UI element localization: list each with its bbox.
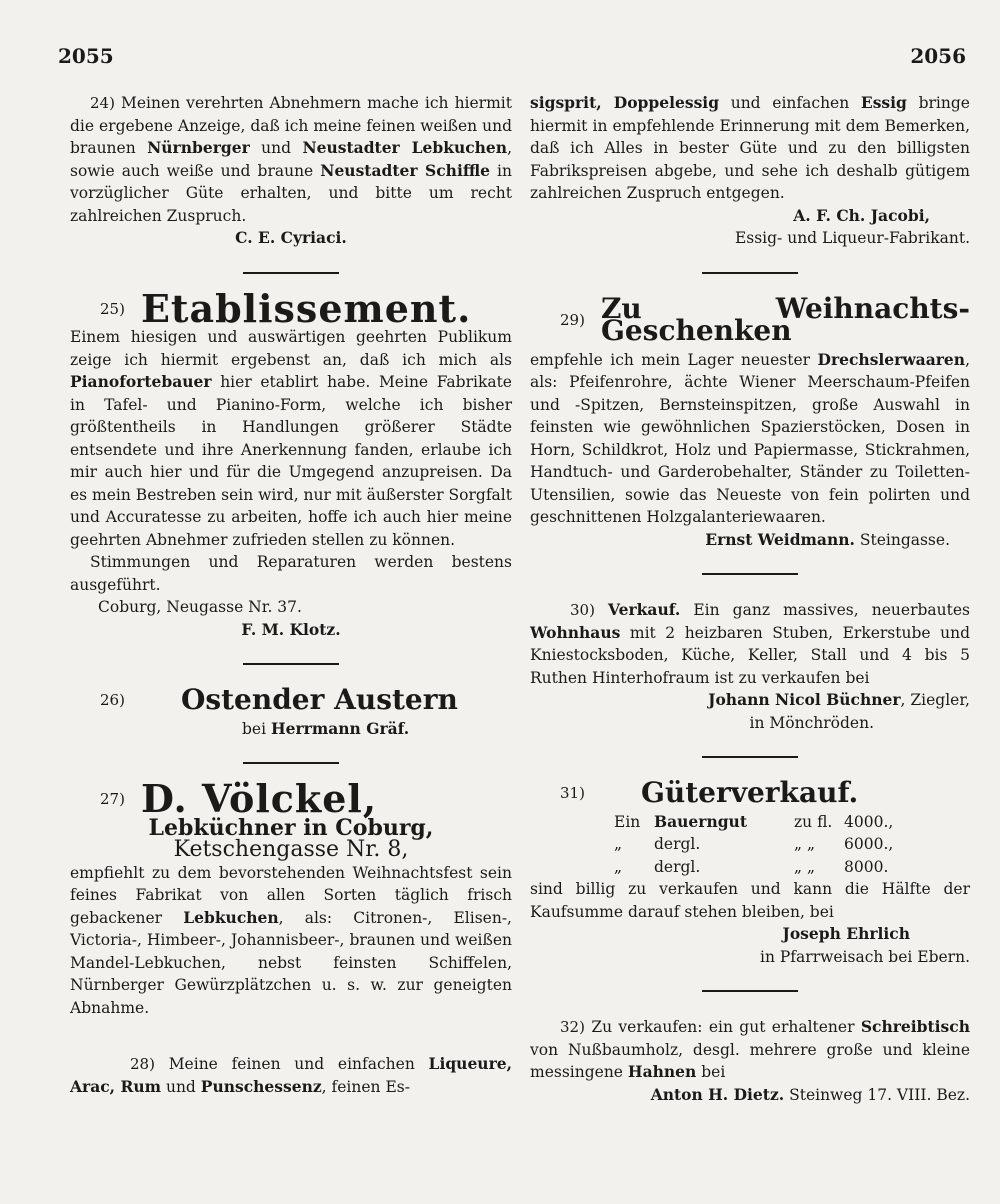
- ad-text: hier etablirt habe. Meine Fabrikate in Tafel- und Pianino-Form, welche ich bisher größtentheils in Handlungen größerer Städte entsendete und ihre Anerkennung fanden, erlaube ich mir auch hier und für die Umgegend anzupreisen. Da es mein Bestreben sein wird, nur mit äußerster Sorgfalt und Accuratesse zu arbeiten, hoffe ich auch hier meine geehrten Abnehmer zufrieden stellen zu können.: [70, 373, 512, 549]
- advertiser-signature: Joseph Ehrlich: [782, 924, 910, 943]
- ad-number: 24): [90, 94, 115, 112]
- advertiser-name: Herrmann Gräf.: [271, 718, 410, 738]
- ad-heading: Ostender Austern: [180, 683, 458, 716]
- ad-text: , als: Pfeifenrohre, ächte Wiener Meerschaum-Pfeifen und -Spitzen, Bernsteinspitzen, große Auswahl in feinsten wie gewöhnlichen Spazierstöcken, Dosen in Horn, Schildkrot, Holz und Papiermasse, Stickrahmen, Handtuch- und Garderobehalter, Ständer zu Toiletten-Utensilien, sowie das Neueste von fein polirten und geschnittenen Holzgalanteriewaaren.: [530, 350, 970, 526]
- price-cell: zu fl.: [794, 812, 833, 831]
- page-number-left: 2055: [58, 44, 114, 68]
- ad-text: mit 2 heizbaren Stuben, Erkerstube und Kniestocksboden, Küche, Keller, Stall und 4 bis 5 Ruthen Hinterhofraum ist zu verkaufen bei: [530, 623, 970, 687]
- separator-rule: [243, 663, 339, 665]
- ad-number: 27): [100, 790, 125, 808]
- trade-name: Pianofortebauer: [70, 372, 212, 391]
- price-cell: dergl.: [654, 857, 701, 876]
- ad-30: [530, 599, 970, 734]
- product-name: Drechslerwaaren: [817, 349, 966, 369]
- ad-number: 32): [560, 1018, 585, 1036]
- advertiser-address: Steingasse.: [859, 530, 950, 549]
- product-name: Neustadter Lebkuchen: [302, 138, 508, 157]
- ad-heading: D. Völckel,: [140, 776, 378, 821]
- advertiser-title: Essig- und Liqueur-Fabrikant.: [734, 229, 970, 247]
- separator-rule: [243, 762, 339, 764]
- price-row: [614, 856, 970, 879]
- price-row: [614, 833, 970, 856]
- ad-text: Einem hiesigen und auswärtigen geehrten Publikum zeige ich hiermit ergebenst an, daß ich mich als: [70, 328, 512, 369]
- ad-27: [70, 776, 512, 1019]
- ad-number: 31): [560, 784, 585, 802]
- ad-text: in vorzüglicher Güte erhalten, und bitte um recht zahlreichen Zuspruch.: [70, 161, 512, 225]
- ad-keyword: Verkauf.: [608, 600, 681, 619]
- product-name: Nürnberger: [147, 138, 250, 157]
- ad-number: 26): [100, 691, 125, 709]
- product-name: Liqueure, Arac, Rum: [70, 1054, 512, 1096]
- ad-heading: Etablissement.: [140, 285, 472, 331]
- separator-rule: [702, 990, 798, 992]
- ad-text: sind billig zu verkaufen und kann die Hälfte der Kaufsumme darauf stehen bleiben, bei: [530, 880, 970, 921]
- price-cell: 6000.,: [844, 835, 894, 853]
- ad-26: [70, 683, 512, 740]
- product-name: Schreibtisch: [860, 1017, 970, 1036]
- price-cell: „: [614, 835, 623, 853]
- separator-rule: [702, 756, 798, 758]
- ad-text: empfiehlt zu dem bevorstehenden Weihnachtsfest sein feines Fabrikat von allen Sorten täglich frisch gebackener: [70, 863, 512, 927]
- ad-text: Zu verkaufen: ein gut erhaltener: [591, 1018, 855, 1036]
- advertiser-signature: A. F. Ch. Jacobi,: [793, 205, 930, 225]
- ad-address: Ketschengasse Nr. 8,: [173, 837, 409, 862]
- price-cell: Bauerngut: [654, 811, 747, 831]
- ad-text: , sowie auch weiße und braune: [70, 139, 512, 180]
- advertiser-place: in Mönchröden.: [749, 713, 874, 732]
- advertiser-signature: Anton H. Dietz.: [650, 1084, 785, 1104]
- ad-31: [530, 776, 970, 968]
- ad-number: 25): [100, 299, 125, 318]
- ad-heading: Güterverkauf.: [640, 776, 859, 809]
- ad-subheading: Lebküchner in Coburg,: [148, 814, 434, 841]
- ad-text: Ein ganz massives, neuerbautes: [693, 601, 970, 619]
- ad-text: und: [261, 139, 292, 157]
- left-column: [70, 92, 512, 1098]
- ad-address: Coburg, Neugasse Nr. 37.: [98, 598, 302, 616]
- product-name: Hahnen: [627, 1062, 697, 1081]
- separator-rule: [702, 573, 798, 575]
- price-cell: dergl.: [654, 835, 701, 853]
- price-cell: „ „: [794, 857, 815, 876]
- product-name: sigsprit, Doppelessig: [530, 93, 720, 112]
- ad-number: 28): [130, 1055, 155, 1073]
- ad-32: [530, 1016, 970, 1106]
- advertiser-signature: Ernst Weidmann.: [705, 529, 855, 549]
- price-cell: „ „: [794, 835, 815, 853]
- ad-text: empfehle ich mein Lager neuester: [530, 350, 811, 369]
- ad-28: [70, 1053, 512, 1098]
- ad-25: [70, 285, 512, 642]
- ad-text: bei: [701, 1063, 726, 1081]
- ad-text: und: [165, 1077, 196, 1096]
- separator-rule: [702, 272, 798, 274]
- ad-29: [530, 291, 970, 552]
- price-table: [614, 811, 970, 879]
- ad-text: Meinen verehrten Abnehmern mache ich hiermit die ergebene Anzeige, daß ich meine feinen weißen und braunen: [70, 94, 512, 157]
- ad-text: Stimmungen und Reparaturen werden bestens ausgeführt.: [70, 553, 512, 594]
- advertiser-place: in Pfarrweisach bei Ebern.: [760, 947, 970, 966]
- price-cell: 8000.: [844, 857, 889, 876]
- ad-text: Meine feinen und einfachen: [168, 1055, 415, 1073]
- advertiser-signature: Johann Nicol Büchner: [708, 690, 901, 709]
- right-column: [530, 92, 970, 1106]
- ad-number: 29): [560, 310, 585, 329]
- price-cell: „: [614, 857, 623, 876]
- price-row: [614, 811, 970, 834]
- ad-text: bringe hiermit in empfehlende Erinnerung mit dem Bemerken, daß ich Alles in bester Güte und zu den billigsten Fabrikspreisen abgebe, und sehe ich deshalb gütigem zahlreichen Zuspruch entgegen.: [530, 94, 970, 202]
- ad-heading: Zu Weihnachts-Geschenken: [600, 291, 970, 347]
- advertiser-address: Steinweg 17. VIII. Bez.: [789, 1085, 970, 1104]
- separator-rule: [243, 272, 339, 274]
- product-name: Lebkuchen: [183, 907, 279, 927]
- page-number-right: 2056: [910, 44, 966, 68]
- advertiser-signature: F. M. Klotz.: [241, 619, 341, 639]
- advertiser-occupation: , Ziegler,: [900, 691, 970, 709]
- price-cell: Ein: [614, 812, 641, 831]
- price-cell: 4000.,: [844, 812, 894, 831]
- ad-text: , als: Citronen-, Elisen-, Victoria-, Himbeer-, Johannisbeer-, braunen und weißen Mandel-Lebkuchen, nebst feinsten Schiffelen, Nürnberger Gewürzplätzchen u. s. w. zur geneigten Abnahme.: [70, 908, 512, 1017]
- ad-number: 30): [570, 601, 595, 619]
- advertiser-signature: C. E. Cyriaci.: [235, 228, 347, 247]
- ad-text: , feinen Es-: [321, 1077, 410, 1096]
- ad-text: und einfachen: [730, 94, 850, 112]
- ad-24: [70, 92, 512, 250]
- ad-text: von Nußbaumholz, desgl. mehrere große und kleine messingene: [530, 1040, 970, 1081]
- product-name: Neustadter Schiffle: [320, 160, 490, 180]
- product-name: Wohnhaus: [530, 622, 621, 642]
- product-name: Essig: [860, 93, 907, 112]
- ad-text: bei: [242, 719, 267, 738]
- product-name: Punschessenz: [200, 1076, 322, 1096]
- ad-28-continued: [530, 92, 970, 250]
